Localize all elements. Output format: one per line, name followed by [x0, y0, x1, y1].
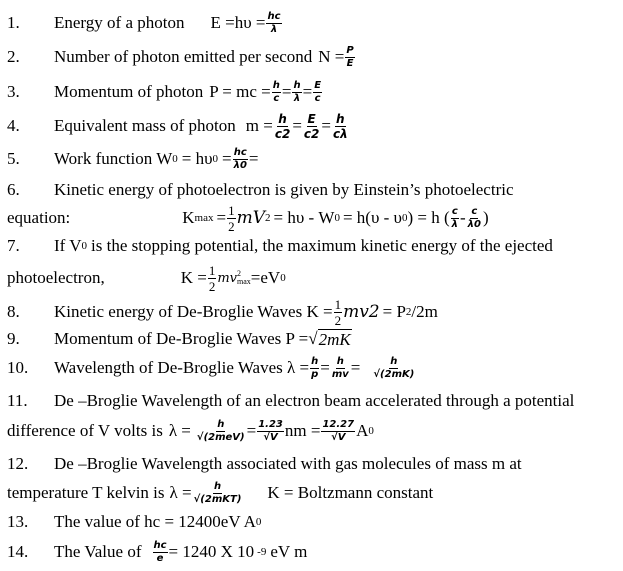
item-text: The Value of	[54, 542, 142, 561]
item-number: 9.	[7, 329, 20, 348]
item-number: 6.	[7, 180, 20, 199]
item-10: 10. Wavelength of De-Broglie Waves λ = $\frac{h}{p}$ = $\frac{h}{mv}$ = $\frac{h}{√(2mK)}$	[7, 355, 415, 380]
item-13: 13. The value of hc = 12400eV A 0	[7, 512, 262, 531]
item-text: Energy of a photon	[54, 13, 185, 32]
item-number: 1.	[7, 13, 20, 32]
item-1	[7, 10, 283, 36]
item-text: De –Broglie Wavelength associated with gas molecules of mass m at	[54, 454, 522, 473]
item-4: 4. Equivalent mass of photon m = $\frac{h}{c2}$ = $\frac{E}{c2}$ = $\frac{h}{c\lambda}$	[7, 111, 348, 141]
item-7-equation: photoelectron, K = $\frac{1}{2}$ mv 2 max =eV 0	[7, 262, 286, 294]
item-number: 2.	[7, 47, 20, 66]
item-text: Momentum of photon	[54, 82, 204, 101]
item-number: 12.	[7, 454, 29, 473]
item-text: equation:	[7, 208, 71, 227]
fraction: $\frac{1.23}{√V}$	[258, 418, 283, 443]
fraction: $\frac{h}{c}$	[272, 79, 280, 104]
fraction: $\frac{1}{2}$	[228, 202, 235, 234]
item-number: 7.	[7, 236, 20, 255]
item-text: Kinetic energy of photoelectron is given by Einstein’s photoelectric	[54, 180, 514, 199]
fraction: $\frac{h}{c2}$	[274, 111, 291, 141]
item-5: 5. Work function W 0 = hυ 0 = $\frac{hc}{\lambda 0}$ =	[7, 146, 259, 171]
item-text: If V	[54, 236, 82, 255]
fraction: $\frac{h}{\text{√(2meV)}}$	[196, 418, 245, 443]
fraction: $\frac{c}{\lambda}$	[451, 205, 458, 230]
item-text: Number of photon emitted per second	[54, 47, 313, 66]
item-number: 4.	[7, 116, 20, 135]
fraction: $\frac{h}{\text{√(2mKT)}}$	[193, 480, 242, 505]
fraction: $\frac{h}{p}$	[311, 355, 319, 380]
item-text: difference of V volts is	[7, 421, 163, 440]
fraction: $\frac{h}{c\lambda}$	[332, 111, 348, 141]
fraction: $\frac{E}{c2}$	[303, 111, 320, 141]
fraction: $\frac{1}{2}$	[334, 296, 342, 328]
equation: E =hυ =	[210, 13, 266, 32]
item-9	[7, 326, 352, 352]
fraction: $\frac{hc}{\lambda 0}$	[233, 146, 247, 171]
item-text: The value of hc = 12400eV A	[54, 512, 256, 531]
item-text: Momentum of De-Broglie Waves P =	[54, 329, 309, 348]
item-text: De –Broglie Wavelength of an electron beam accelerated through a potential	[54, 391, 575, 410]
item-text: Equivalent mass of photon	[54, 116, 236, 135]
item-number: 8.	[7, 302, 20, 321]
item-7: 7. If V 0 is the stopping potential, the maximum kinetic energy of the ejected	[7, 236, 553, 255]
fraction: $\frac{h}{√(2mK)}$	[373, 355, 415, 380]
equation: m =	[245, 116, 273, 135]
fraction: $\frac{P}{E}$	[346, 44, 354, 69]
item-6	[7, 177, 514, 203]
fraction: $\frac{hc}{e}$	[153, 539, 167, 564]
item-12-equation: temperature T kelvin is λ = $\frac{h}{\text{√(2mKT)}}$ K = Boltzmann constant	[7, 480, 434, 505]
item-text: temperature T kelvin is	[7, 483, 165, 502]
square-root: √ 2mK	[308, 328, 351, 349]
item-number: 3.	[7, 82, 20, 101]
fraction: $\frac{h}{mv}$	[331, 355, 349, 380]
item-3: 3. Momentum of photon P = mc = $\frac{h}{c}$ = $\frac{h}{\lambda}$ = $\frac{E}{c}$	[7, 79, 322, 104]
fraction: $\frac{1}{2}$	[208, 262, 216, 294]
item-2	[7, 44, 356, 70]
fraction: $\frac{c}{\lambda 0}$	[467, 205, 481, 230]
item-text: photoelectron,	[7, 268, 105, 287]
item-8: 8. Kinetic energy of De-Broglie Waves K = $\frac{1}{2}$ mv2 = P 2 /2m	[7, 296, 438, 328]
item-number: 5.	[7, 149, 20, 168]
item-text: Wavelength of De-Broglie Waves λ =	[54, 358, 310, 377]
item-11	[7, 388, 574, 414]
item-number: 10.	[7, 358, 29, 377]
item-6-equation: equation: K max = $\frac{1}{2}$ mV 2 = hυ - W 0 = h(υ - υ 0 ) = h ( $\frac{c}{\lambda}$ - $\frac{c}{\lambda 0}$ )	[7, 202, 489, 234]
fraction: $\frac{E}{c}$	[314, 79, 322, 104]
item-14: 14. The Value of $\frac{hc}{e}$ = 1240 X 10 -9 eV m	[7, 539, 308, 564]
item-number: 14.	[7, 542, 29, 561]
item-11-equation: difference of V volts is λ = $\frac{h}{\text{√(2meV)}}$ = $\frac{1.23}{√V}$ nm = $\frac{12.27}{√V}$ A 0	[7, 418, 374, 443]
item-number: 11.	[7, 391, 28, 410]
item-number: 13.	[7, 512, 29, 531]
equation: N =	[318, 47, 345, 66]
fraction: $\frac{hc}{\lambda}$	[267, 10, 281, 35]
fraction: $\frac{12.27}{√V}$	[322, 418, 355, 443]
fraction: $\frac{h}{\lambda}$	[293, 79, 301, 104]
item-12	[7, 451, 522, 477]
item-text: Work function W	[54, 149, 173, 168]
item-text: Kinetic energy of De-Broglie Waves K =	[54, 302, 333, 321]
equation: P = mc =	[209, 82, 271, 101]
